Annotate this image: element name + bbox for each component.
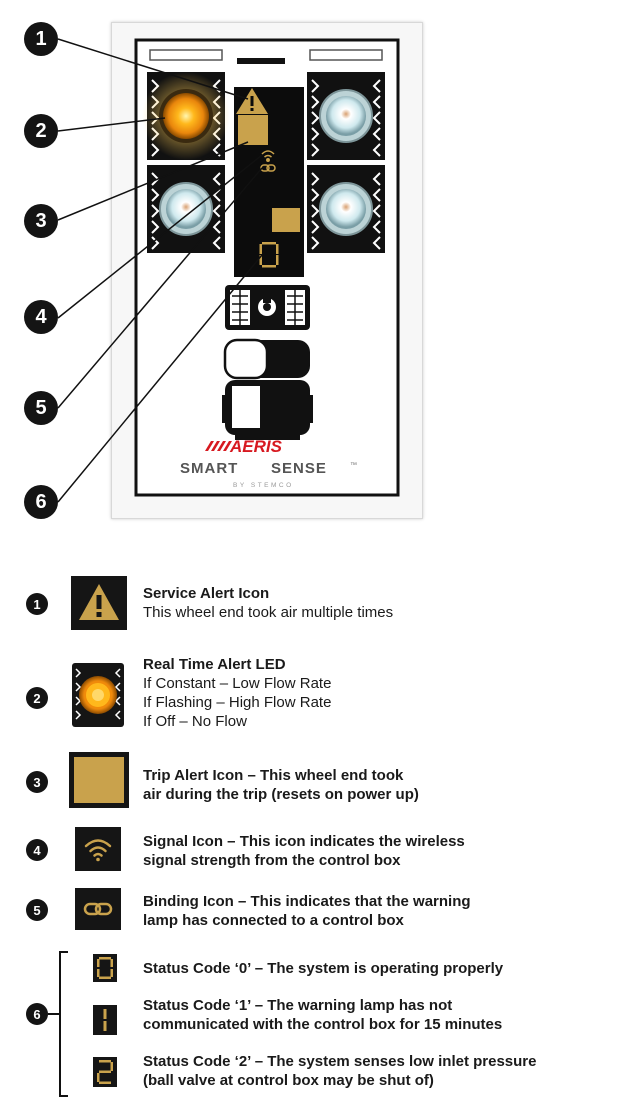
legend-4-inline-text: – This icon indicates the wireless [223, 833, 465, 850]
legend-1-title: Service Alert Icon [143, 585, 270, 602]
status-1-inline-text: – The warning lamp has not [250, 997, 453, 1014]
status-2-inline-text: – The system senses low inlet pressure [250, 1053, 537, 1070]
status-0-title: Status Code ‘0’ [143, 960, 251, 977]
legend-5-line-1: lamp has connected to a control box [143, 912, 404, 929]
callout-badge-2: 2 [24, 114, 58, 148]
brand-byline: BY STEMCO [233, 482, 294, 489]
callout-badge-4: 4 [24, 300, 58, 334]
legend-chain-link-icon [75, 888, 121, 930]
trademark: ™ [350, 462, 357, 469]
legend-badge-1: 1 [26, 593, 48, 615]
lcd-trip-alert-square-icon [238, 115, 268, 145]
amber-led-icon [163, 93, 209, 139]
legend-4-title: Signal Icon [143, 833, 224, 850]
legend-3-title: Trip Alert Icon [143, 767, 244, 784]
legend-2-title: Real Time Alert LED [143, 656, 286, 673]
status-group-bracket [48, 948, 78, 1100]
status-digit-2-icon [93, 1057, 117, 1087]
product-name-part1: SMART [180, 460, 239, 477]
legend-2-line-3: If Off – No Flow [143, 713, 247, 730]
status-1-title: Status Code ‘1’ [143, 997, 251, 1014]
legend-wifi-signal-icon [75, 827, 121, 871]
truck-top-view-icon [222, 285, 313, 440]
status-digit-1-icon [93, 1005, 117, 1035]
legend-warning-triangle-icon [71, 576, 127, 630]
legend-2-line-2: If Flashing – High Flow Rate [143, 694, 332, 711]
legend-5-title: Binding Icon [143, 893, 234, 910]
legend-2-line-1: If Constant – Low Flow Rate [143, 675, 332, 692]
lcd-square-icon [272, 208, 300, 232]
legend-badge-2: 2 [26, 687, 48, 709]
status-2-title: Status Code ‘2’ [143, 1053, 251, 1070]
status-digit-0-icon [93, 954, 117, 982]
legend-badge-4: 4 [26, 839, 48, 861]
legend-3-line-1: air during the trip (resets on power up) [143, 786, 419, 803]
legend-5-inline-text: – This indicates that the warning [233, 893, 471, 910]
status-1-line-1: communicated with the control box for 15 minutes [143, 1016, 503, 1033]
legend-trip-alert-square-icon [69, 752, 129, 808]
product-name-part2: SENSE [271, 460, 327, 477]
legend-3-inline-text: – This wheel end took [243, 767, 404, 784]
legend-badge-3: 3 [26, 771, 48, 793]
legend-1-line-1: This wheel end took air multiple times [143, 604, 394, 621]
status-0-inline-text: – The system is operating properly [250, 960, 504, 977]
callout-badge-6: 6 [24, 485, 58, 519]
callout-badge-1: 1 [24, 22, 58, 56]
status-2-line-1: (ball valve at control box may be shut of) [143, 1072, 434, 1089]
brand-name: AERIS [230, 437, 282, 456]
legend-badge-6: 6 [26, 1003, 48, 1025]
legend-4-line-1: signal strength from the control box [143, 852, 401, 869]
legend-badge-5: 5 [26, 899, 48, 921]
legend-amber-led-icon [72, 663, 124, 727]
callout-badge-5: 5 [24, 391, 58, 425]
callout-badge-3: 3 [24, 204, 58, 238]
top-strip-center [237, 58, 285, 64]
